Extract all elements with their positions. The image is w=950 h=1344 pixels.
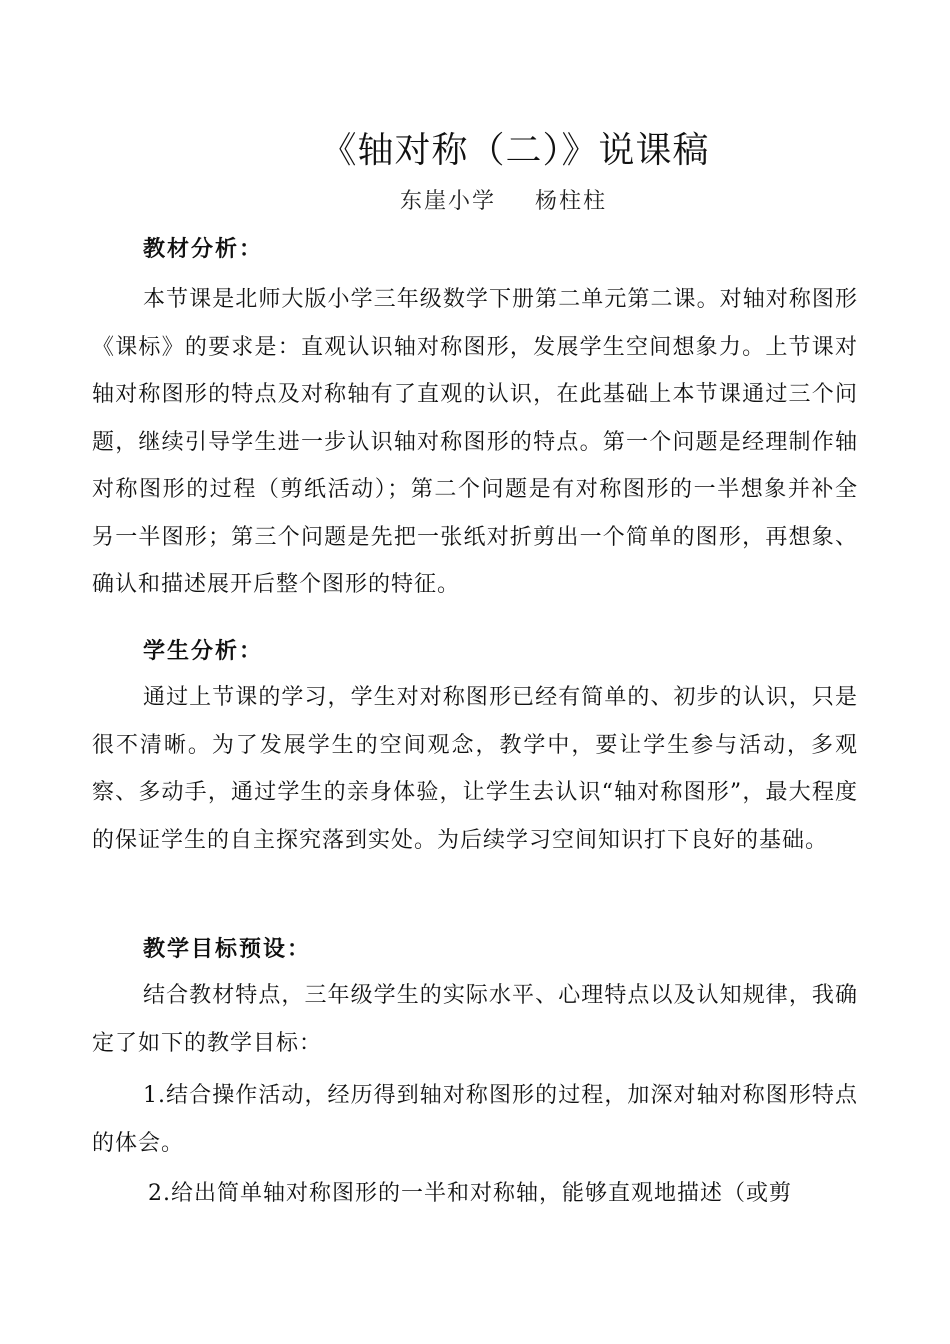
paragraph-textbook-analysis: 本节课是北师大版小学三年级数学下册第二单元第二课。对轴对称图形《课标》的要求是：直观认识轴对称图形，发展学生空间想象力。上节课对轴对称图形的特点及对称轴有了直观的认识，在此基础上本节课通过三个问题，继续引导学生进一步认识轴对称图形的特点。第一个问题是经理制作轴对称图形的过程（剪纸活动）；第二个问题是有对称图形的一半想象并补全另一半图形；第三个问题是先把一张纸对折剪出一个简单的图形，再想象、确认和描述展开后整个图形的特征。 — [92, 287, 858, 597]
section-heading-textbook: 教材分析： — [143, 237, 264, 262]
author-line — [400, 184, 607, 215]
section-heading-goals: 教学目标预设： — [143, 937, 312, 962]
list-item-goal-2: 2.给出简单轴对称图形的一半和对称轴，能够直观地描述（或剪 — [148, 1181, 792, 1206]
section-heading-student: 学生分析： — [143, 639, 264, 664]
author-school: 东崖小学 — [400, 189, 497, 214]
paragraph-student-analysis: 通过上节课的学习，学生对对称图形已经有简单的、初步的认识，只是很不清晰。为了发展学生的空间观念，教学中，要让学生参与活动，多观察、多动手，通过学生的亲身体验，让学生去认识“轴对称图形”，最大程度的保证学生的自主探究落到实处。为后续学习空间知识打下良好的基础。 — [92, 685, 858, 853]
list-item-goal-1: 1.结合操作活动，经历得到轴对称图形的过程，加深对轴对称图形特点的体会。 — [92, 1083, 858, 1156]
author-name: 杨柱柱 — [535, 189, 608, 214]
document-title: 《轴对称（二）》说课稿 — [320, 130, 710, 171]
paragraph-goals-intro: 结合教材特点，三年级学生的实际水平、心理特点以及认知规律，我确定了如下的教学目标： — [92, 983, 858, 1056]
